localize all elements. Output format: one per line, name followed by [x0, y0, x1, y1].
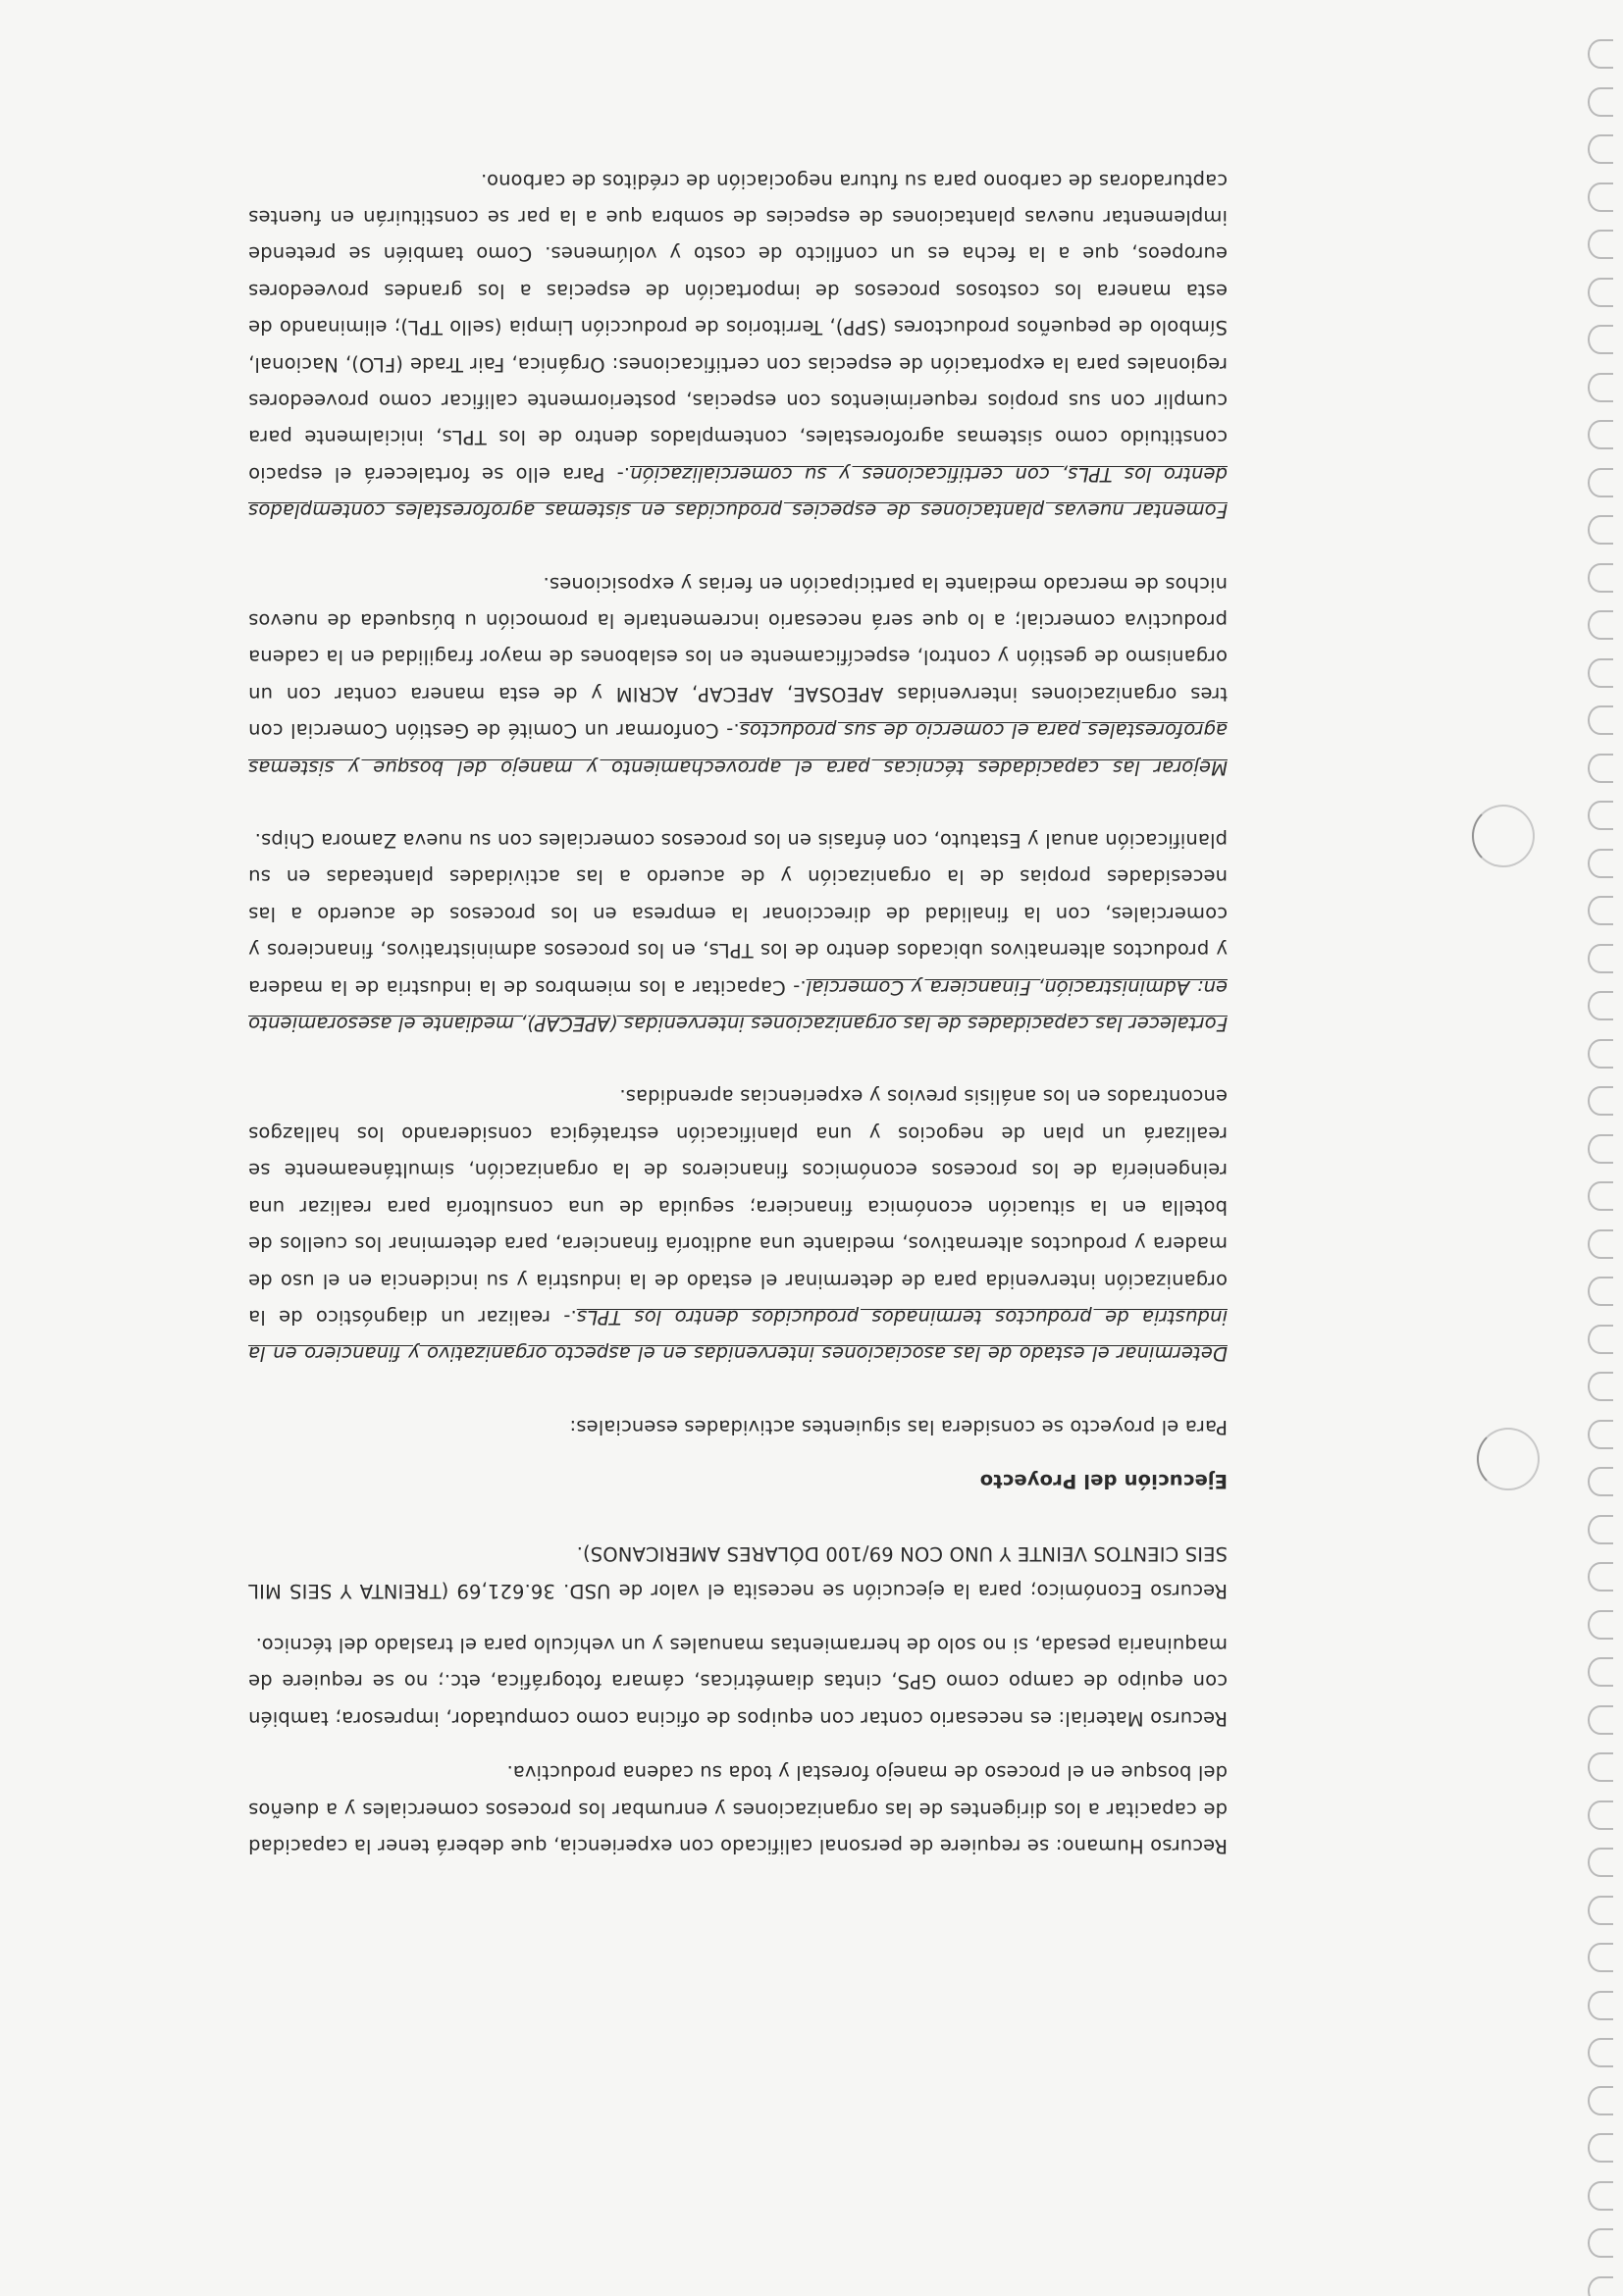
activity-2-title: Fortalecer las capacidades de las organizaciones intervenidas (APECAP), mediante el asesoramiento en: Administración, Financiera y Comercial — [248, 975, 1228, 1036]
activity-3 — [248, 565, 1228, 785]
activity-2-body: .- Capacitar a los miembros de la industria de la madera y productos alternativos ubicados dentro de los TPLs, en los procesos administrativos, financieros y comerciales, con la finalidad de direccionar la empresa en los procesos de acuerdo a las necesidades propias de la organización y de acuerdo a las actividades planteadas en su planificación anual y Estatuto, con énfasis en los procesos comerciales con su nueva Zamora Chips. — [248, 829, 1228, 999]
activity-1-title: Determinar el estado de las asociaciones intervenidas en el aspecto organizativo y financiero en la industria de productos terminados producidos dentro los TPLs — [248, 1305, 1228, 1366]
activity-3-title: Mejorar las capacidades técnicas para el aprovechamiento y manejo del bosque y sistemas agroforestales para el comercio de sus productos — [248, 719, 1228, 779]
paragraph-recurso-material: Recurso Material: es necesario contar con equipos de oficina como computador, impresora; también con equipo de campo como GPS, cintas diamétricas, cámara fotográfica, etc.; no se requiere de maquinaria pesada, si no solo de herramientas manuales y un vehículo para el traslado del técnico. — [248, 1633, 1228, 1730]
activity-4-title: Fomentar nuevas plantaciones de especies producidas en sistemas agroforestales contemplados dentro los TPLs, con certificaciones y su comercialización — [248, 462, 1228, 523]
body-text — [248, 126, 1228, 1864]
paragraph-recurso-economico: Recurso Económico; para la ejecución se necesita el valor de USD. 36.621,69 (TREINTA Y SEIS MIL SEIS CIENTOS VEINTE Y UNO CON 69/100 DÓLARES AMERICANOS). — [248, 1542, 1228, 1602]
paragraph-ejecucion-intro: Para el proyecto se considera las siguientes actividades esenciales: — [569, 1415, 1228, 1438]
activity-4-body: .- Para ello se fortalecerá el espacio constituido como sistemas agroforestales, contemplados dentro de los TPLs, inicialmente para cumplir con sus propios requerimientos con especias, posteriormente calificar como proveedores regionales para la exportación de especias con certificaciones: Orgánica, Fair Trade (FLO), Nacional, Símbolo de pequeños productores (SPP), Territorios de producción Limpia (sello TPL); eliminando de esta manera los costosos procesos de importación de especias a los grandes proveedores europeos, que a la fecha es un conflicto de costo y volúmenes. Como también se pretende implementar nuevas plantaciones de especies de sombra que a la par se constituirán en fuentes capturadoras de carbono para su futura negociación de créditos de carbono. — [247, 169, 1228, 486]
paragraph-recurso-humano: Recurso Humano: se requiere de personal calificado con experiencia, que deberá tener la capacidad de capacitar a los dirigentes de las organizaciones y enrumbar los procesos comerciales y a dueños del bosque en el proceso de manejo forestal y toda su cadena productiva. — [248, 1761, 1228, 1857]
activity-3-body: .- Conformar un Comité de Gestión Comercial con tres organizaciones intervenidas APEOSAE, APECAP, ACRIM y de esta manera contar con un organismo de gestión y control, específicamente en los eslabones de mayor fragilidad en la cadena productiva comercial; a lo que será necesario incrementarle la promoción u búsqueda de nuevos nichos de mercado mediante la participación en ferias y exposiciones. — [248, 572, 1228, 743]
section-heading: Ejecución del Proyecto — [979, 1469, 1228, 1492]
activity-1 — [248, 1078, 1228, 1372]
activity-2 — [248, 822, 1228, 1042]
activity-1-body: .- realizar un diagnóstico de la organización intervenida para de determinar el estado de la industria y su incidencia en el uso de madera y productos alternativos, mediante una auditoría financiera, para determinar los cuellos de botella en la situación económica financiera; seguida de una consultoría para realizar una reingeniería de los procesos económicos financieros de la organización, simultáneamente se realizará un plan de negocios y una planificación estratégica considerando los hallazgos encontrados en los análisis previos y experiencias aprendidas. — [248, 1085, 1228, 1329]
activity-4 — [248, 162, 1228, 529]
